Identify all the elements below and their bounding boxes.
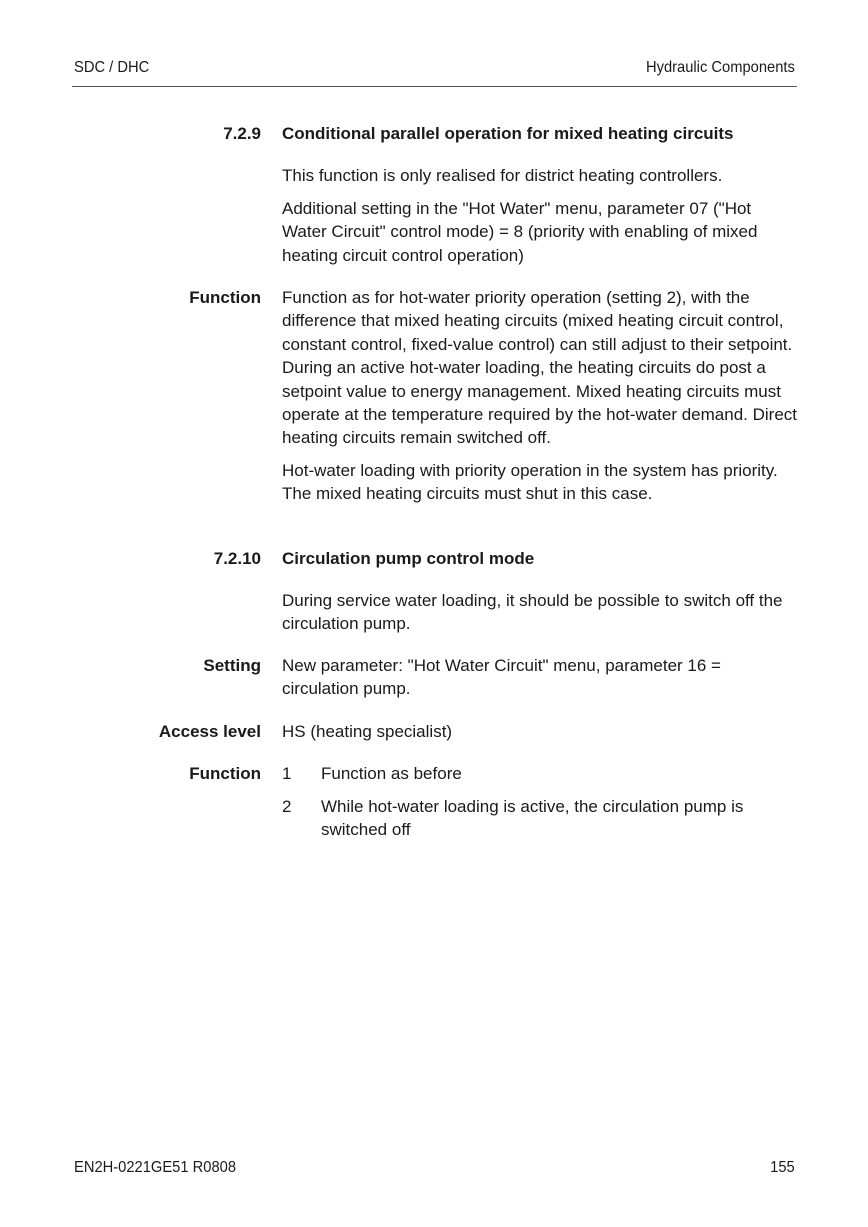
access-level-text: HS (heating specialist): [282, 722, 453, 741]
header-chapter-title: Hydraulic Components: [646, 59, 795, 76]
section-7-2-10-intro: During service water loading, it should be possible to switch off the circulation pump.: [282, 591, 783, 634]
function-label-7-2-10: Function: [189, 764, 261, 783]
list-item-text: Function as before: [321, 764, 462, 783]
setting-text: New parameter: "Hot Water Circuit" menu, parameter 16 = circulation pump.: [282, 656, 721, 699]
section-title-7-2-10: Circulation pump control mode: [282, 549, 535, 568]
function-label-7-2-9: Function: [189, 288, 261, 307]
section-7-2-9-intro-1: This function is only realised for district heating controllers.: [282, 166, 723, 185]
section-7-2-9-intro-2: Additional setting in the "Hot Water" menu, parameter 07 ("Hot Water Circuit" control mode) = 8 (priority with enabling of mixed heating circuit control operation): [282, 199, 758, 265]
section-title-7-2-9: Conditional parallel operation for mixed heating circuits: [282, 124, 734, 143]
setting-label: Setting: [203, 656, 261, 675]
footer-doc-number: EN2H-0221GE51 R0808: [74, 1159, 237, 1176]
header-doc-id: SDC / DHC: [74, 59, 150, 76]
page-number: 155: [770, 1159, 795, 1176]
section-number-7-2-10: 7.2.10: [213, 549, 261, 568]
header-divider: [72, 86, 797, 87]
section-7-2-9-function-text-1: Function as for hot-water priority operation (setting 2), with the difference that mixed heating circuits (mixed heating circuit control, constant control, fixed-value control) can still adjust to their setpoint. During an active hot-water loading, the heating circuits do post a setpoint value to energy management. Mixed heating circuits must operate at the temperature required by the hot-water demand. Direct heating circuits remain switched off.: [282, 288, 798, 448]
access-level-label: Access level: [158, 722, 261, 741]
list-item-text: While hot-water loading is active, the circulation pump is switched off: [321, 797, 744, 840]
list-item-number: 1: [282, 764, 292, 783]
list-item-number: 2: [282, 797, 292, 816]
section-7-2-9-function-text-2: Hot-water loading with priority operation in the system has priority. The mixed heating circuits must shut in this case.: [282, 461, 778, 504]
section-number-7-2-9: 7.2.9: [223, 124, 261, 143]
